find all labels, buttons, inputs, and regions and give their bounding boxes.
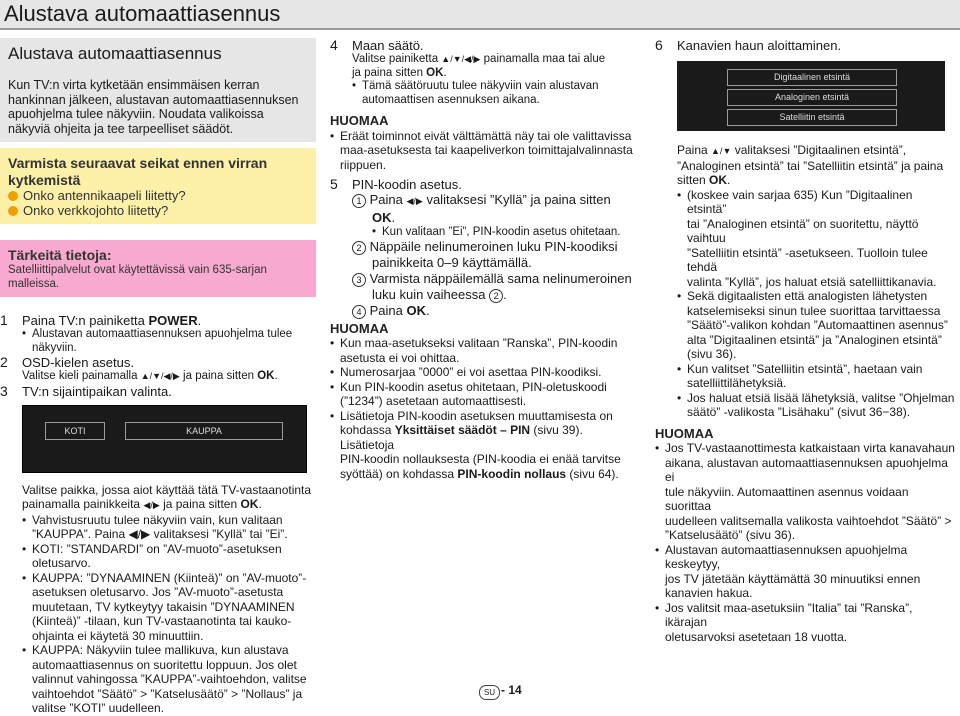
checklist-item-text: Onko verkkojohto liitetty? xyxy=(23,203,169,218)
detail-line xyxy=(352,53,640,67)
bullet-item: • Kun valitaan ”Ei”, PIN-koodin asetus ohitetaan. xyxy=(372,225,640,239)
intro-line: näkyviä ohjeita ja tee tarpeelliset säädöt. xyxy=(8,121,234,136)
step-number: 2 xyxy=(0,354,8,370)
ok-key-label: OK xyxy=(406,302,426,318)
checklist-title-line: Varmista seuraavat seikat ennen virran xyxy=(8,155,268,171)
punct: . xyxy=(443,66,447,79)
substep-text: Paina xyxy=(369,302,407,318)
substep-4 xyxy=(352,303,640,319)
substep-text: valitaksesi ”Kyllä” ja paina sitten xyxy=(422,192,611,207)
substep-text: luku kuin vaiheessa xyxy=(372,286,490,302)
note-item xyxy=(330,365,640,380)
bullet-line: säätö” -valikosta ”Lisähaku” (sivut 36−38). xyxy=(687,405,911,419)
bullet-dot-icon xyxy=(8,191,18,201)
note-line: jos TV jätetään käyttämättä 30 minuutiksi ennen xyxy=(665,571,921,586)
intro-box xyxy=(0,38,316,142)
option-store[interactable]: KAUPPA xyxy=(125,422,283,440)
detail-text: painamalla maa tai alue xyxy=(480,53,606,65)
checklist-box xyxy=(0,148,316,224)
bullet-line: ”KAUPPA”. Paina ◀/▶ valitaksesi ”Kyllä” tai ”Ei”. xyxy=(32,527,288,541)
ok-key-label: OK xyxy=(257,370,275,382)
page-number: - 14 xyxy=(501,683,522,697)
punct: . xyxy=(258,497,262,511)
checklist-item xyxy=(8,188,308,203)
note-item xyxy=(655,441,955,543)
bullet-line: tai ”Analoginen etsintä” on suoritettu, näyttö vaihtuu xyxy=(687,216,919,245)
detail-text: Valitse painiketta xyxy=(352,53,442,65)
note-line: • Alustavan automaattiasennuksen apuohjelma keskeytyy, xyxy=(665,542,908,571)
bullet-item xyxy=(22,542,316,571)
punct: . xyxy=(426,302,430,318)
detail-line xyxy=(352,67,640,81)
step-text: Maan säätö. xyxy=(352,38,424,53)
note-item xyxy=(655,601,955,645)
menu-item-analog-search[interactable]: Analoginen etsintä xyxy=(727,89,897,106)
bullet-line: • Jos haluat etsiä lisää lähetyksiä, valitse ”Ohjelman xyxy=(687,390,955,405)
checklist-title xyxy=(8,155,308,188)
bullet-line: • KAUPPA: Näkyviin tulee mallikuva, kun alustava xyxy=(32,643,289,657)
note-line: kanavien hakua. xyxy=(665,586,753,600)
step-number: 5 xyxy=(330,176,338,192)
bullet-line: • (koskee vain sarjaa 635) Kun ”Digitaalinen etsintä” xyxy=(687,187,913,216)
note-text: kohdassa xyxy=(340,423,395,437)
bullet-line: muutetaan, TV kytkeytyy takaisin ”DYNAAMINEN xyxy=(32,599,295,614)
para-text: sitten xyxy=(677,173,710,187)
substep-number-icon: 4 xyxy=(352,305,366,319)
bullet-item xyxy=(22,571,316,644)
ok-key-label: OK xyxy=(426,66,444,79)
note-line: • Jos valitsit maa-asetuksiin ”Italia” tai ”Ranska”, ikärajan xyxy=(665,600,913,629)
option-home[interactable]: KOTI xyxy=(45,422,105,440)
step-5-substeps xyxy=(330,192,640,319)
arrow-keys-icon: ▲/▼/◀/▶ xyxy=(441,54,481,64)
step-number: 3 xyxy=(0,382,8,399)
bullet-line: automaattisen asennuksen aikana. xyxy=(362,93,540,106)
substep-1 xyxy=(352,192,640,210)
note-line: asetusta ei voi ohittaa. xyxy=(340,350,460,365)
step-2-detail xyxy=(0,370,316,384)
substep-text: Paina xyxy=(369,192,407,207)
note-line: ”Katselusäätö” (sivu 36). xyxy=(665,528,796,542)
bullet-line: satelliittilähetyksiä. xyxy=(687,376,787,390)
note-line: • Kun PIN-koodin asetus ohitetaan, PIN-oletuskoodi xyxy=(340,379,607,394)
menu-item-satellite-search[interactable]: Satelliitin etsintä xyxy=(727,109,897,126)
note-line: riippuen. xyxy=(340,157,387,172)
step-4-detail xyxy=(330,53,640,107)
power-key-label: POWER xyxy=(148,313,198,328)
bullet-line: • KAUPPA: ”DYNAAMINEN (Kiinteä)” on ”AV-muoto”- xyxy=(32,570,307,585)
note-text: (sivu 64). xyxy=(566,466,619,481)
para-line xyxy=(677,143,955,159)
note-line: (”1234”) asetetaan automaattisesti. xyxy=(340,394,527,408)
column-left xyxy=(0,38,316,716)
substep-line: painikkeita 0–9 käyttämällä. xyxy=(372,255,532,270)
important-info-line: malleissa. xyxy=(8,278,60,290)
punct: . xyxy=(197,313,202,328)
step-text: TV:n sijaintipaikan valinta. xyxy=(22,383,172,399)
search-menu-screen xyxy=(677,61,945,131)
bullet-line: ”Satelliitin etsintä” -asetukseen. Tuolloin tulee tehdä xyxy=(687,245,928,274)
note-heading: HUOMAA xyxy=(330,320,389,336)
page-header xyxy=(0,0,960,30)
bullet-line: vaihtoehdot ”Säätö” > ”Katselusäätö” > ”Nollaus” ja xyxy=(32,686,303,701)
ok-key-label: OK xyxy=(240,497,259,511)
bullet-line: • Kun valitset ”Satelliitin etsintä”, haetaan vain xyxy=(687,361,923,376)
note-line: tule näkyviin. Automaattinen asennus voidaan suorittaa xyxy=(665,484,909,513)
step-number: 1 xyxy=(0,312,8,328)
bullet-line: valitse ”KOTI” uudelleen. xyxy=(32,701,165,715)
checklist-item xyxy=(8,203,308,218)
important-info-title: Tärkeitä tietoja: xyxy=(8,247,112,263)
note-list xyxy=(330,336,640,481)
note-item xyxy=(330,129,640,173)
step-text: PIN-koodin asetus. xyxy=(352,177,462,192)
bullet-line: automaattiasennus on suoritettu loppuun. Jos olet xyxy=(32,657,297,672)
para-text: valitaksesi ”Digitaalinen etsintä”, xyxy=(731,143,907,157)
step-6-detail xyxy=(655,143,955,420)
note-line: PIN-koodin nollauksesta (PIN-koodia ei enää tarvitse xyxy=(340,452,621,466)
substep-text: Varmista näppäilemällä sama nelinumeroinen xyxy=(369,270,632,286)
bullet-item xyxy=(352,80,640,107)
substep-line xyxy=(352,210,640,226)
bullet-item xyxy=(677,188,955,290)
bullet-line: ohjainta ei käytetä 30 minuuttiin. xyxy=(32,628,204,643)
note-text: syöttää) on kohdassa xyxy=(340,466,458,481)
para-text: painamalla painikkeita xyxy=(22,497,144,511)
note-item xyxy=(330,409,640,482)
bullet-line: (Kiinteä)” -tilaan, kun TV-vastaanotinta tai kauko- xyxy=(32,614,292,628)
bullet-item xyxy=(677,391,955,420)
page-title: Alustava automaattiasennus xyxy=(4,1,281,26)
note-item xyxy=(330,380,640,409)
bullet-line: asetuksen oletusarvo. Jos ”AV-muoto”-asetusta xyxy=(32,585,284,599)
language-badge: SU xyxy=(479,685,500,700)
substep-ref-icon: 2 xyxy=(489,289,503,303)
bullet-line: katselemiseksi sinun tulee suorittaa tarvittaessa xyxy=(687,303,941,318)
punct: . xyxy=(391,209,396,225)
location-screen xyxy=(22,405,307,473)
para-line: Valitse paikka, jossa aiot käyttää tätä TV-vastaanotinta xyxy=(22,482,312,497)
note-ref-bold: PIN-koodin nollaus xyxy=(457,466,567,481)
bullet-line: ”Säätö”-valikon kohdan ”Automaattinen asennus” xyxy=(687,318,948,332)
arrow-keys-icon: ▲/▼/◀/▶ xyxy=(140,371,180,381)
ok-key-label: OK xyxy=(372,209,392,225)
detail-text: Valitse kieli painamalla xyxy=(22,370,141,382)
bullet-line: Alustavan automaattiasennuksen apuohjelma tulee xyxy=(32,328,293,340)
important-info-line: Satelliittipalvelut ovat käytettävissä vain 635-sarjan xyxy=(8,264,267,276)
note-ref-bold: Yksittäiset säädöt – PIN xyxy=(394,423,531,437)
step-text: Kanavien haun aloittaminen. xyxy=(677,38,842,53)
section-title: Alustava automaattiasennus xyxy=(8,44,222,63)
bullet-line: näkyviin. xyxy=(32,341,77,354)
bullet-item xyxy=(22,328,316,355)
intro-line: hankinnan jälkeen, alustavan automaattiasennuksen xyxy=(8,92,299,107)
note-item xyxy=(655,543,955,601)
bullet-line: • Vahvistusruutu tulee näkyviin vain, kun valitaan xyxy=(32,512,283,527)
step-6 xyxy=(655,38,955,53)
note-line: uudelleen valitsemalla valikosta vaihtoehdot ”Säätö” > xyxy=(665,513,952,528)
substep-number-icon: 1 xyxy=(352,194,366,208)
note-list xyxy=(655,441,955,644)
important-info-box xyxy=(0,240,316,297)
bullet-line: • Sekä digitaalisten että analogisten lähetysten xyxy=(687,289,928,303)
note-line: • Kun maa-asetukseksi valitaan ”Ranska”, PIN-koodin xyxy=(340,336,618,350)
note-line: • Numerosarjaa ”0000” ei voi asettaa PIN-koodiksi. xyxy=(340,365,602,379)
detail-text: ja paina sitten xyxy=(352,66,427,79)
substep-line xyxy=(352,287,640,303)
note-heading: HUOMAA xyxy=(655,425,714,441)
bullet-line: (sivu 36). xyxy=(687,347,737,361)
step-number: 6 xyxy=(655,37,663,53)
note-line: maa-asetuksesta tai kaapeliverkon toimittajalvalinnasta xyxy=(340,143,633,157)
substep-2 xyxy=(352,239,640,255)
step-2 xyxy=(0,355,316,370)
note-line: • Lisätietoja PIN-koodin asetuksen muuttamisesta on xyxy=(340,408,613,423)
para-line xyxy=(22,497,316,513)
bullet-line: • Tämä säätöruutu tulee näkyviin vain alustavan xyxy=(362,80,599,92)
note-line: aikana, alustavan automaattiasennuksen apuohjelma ei xyxy=(665,455,948,484)
note-line xyxy=(340,423,640,452)
detail-text: ja paina sitten xyxy=(179,370,258,382)
note-heading: HUOMAA xyxy=(330,113,389,128)
intro-text xyxy=(8,78,308,136)
bullet-dot-icon xyxy=(8,206,18,216)
note-line: oletusarvoksi asetetaan 18 vuotta. xyxy=(665,629,848,644)
arrow-keys-icon: ◀/▶ xyxy=(143,500,160,510)
bullet-item xyxy=(677,289,955,362)
para-line: ”Analoginen etsintä” tai ”Satelliitin etsintä” ja paina xyxy=(677,158,944,173)
para-text: Paina xyxy=(677,143,712,157)
punct: . xyxy=(274,370,278,382)
step-number: 4 xyxy=(330,37,338,53)
step-1 xyxy=(0,313,316,328)
note-text: (sivu 39). Lisätietoja xyxy=(340,423,583,452)
bullet-item xyxy=(677,362,955,391)
step-4 xyxy=(330,38,640,53)
bullet-line: alta ”Digitaalinen etsintä” ja ”Analoginen etsintä” xyxy=(687,332,942,347)
column-middle xyxy=(330,38,640,481)
bullet-line: valinta ”Kyllä”, jos haluat etsiä satelliittikanavia. xyxy=(687,274,937,289)
checklist-title-line: kytkemistä xyxy=(8,171,81,188)
bullet-line: • KOTI: ”STANDARDI” on ”AV-muoto”-asetuksen xyxy=(32,541,282,556)
note-item xyxy=(330,336,640,365)
bullet-line: valinnut vahingossa ”KAUPPA”-vaihtoehdon, valitse xyxy=(32,672,307,686)
important-info-text xyxy=(8,263,308,291)
punct: . xyxy=(503,286,507,302)
checklist-item-text: Onko antennikaapeli liitetty? xyxy=(23,188,186,203)
note-line: • Jos TV-vastaanottimesta katkaistaan virta kanavahaun xyxy=(665,441,955,455)
intro-line: Kun TV:n virta kytketään ensimmäisen kerran xyxy=(8,78,260,92)
arrow-keys-icon: ◀/▶ xyxy=(406,196,423,206)
note-line xyxy=(340,467,640,482)
ok-key-label: OK xyxy=(709,173,728,187)
punct: . xyxy=(727,173,731,187)
bullet-line: oletusarvo. xyxy=(32,556,91,570)
para-line xyxy=(677,173,955,188)
substep-number-icon: 3 xyxy=(352,273,366,287)
step-text: Paina TV:n painiketta xyxy=(22,313,149,328)
menu-item-digital-search[interactable]: Digitaalinen etsintä xyxy=(727,69,897,86)
page-footer xyxy=(0,671,960,697)
substep-number-icon: 2 xyxy=(352,241,366,255)
step-1-detail xyxy=(0,328,316,355)
column-right xyxy=(655,38,955,644)
bullet-item xyxy=(22,513,316,542)
note-line: • Eräät toiminnot eivät välttämättä näy tai ole valittavissa xyxy=(340,128,632,143)
step-5 xyxy=(330,177,640,192)
step-3 xyxy=(0,384,316,399)
step-text: OSD-kielen asetus. xyxy=(22,355,134,370)
substep-3 xyxy=(352,271,640,287)
intro-line: apuohjelma tulee näkyviin. Noudata valikoissa xyxy=(8,107,264,121)
para-text: ja paina sitten xyxy=(159,497,241,511)
substep-text: Näppäile nelinumeroinen luku PIN-koodiksi xyxy=(369,239,618,254)
arrow-keys-icon: ▲/▼ xyxy=(711,146,732,156)
